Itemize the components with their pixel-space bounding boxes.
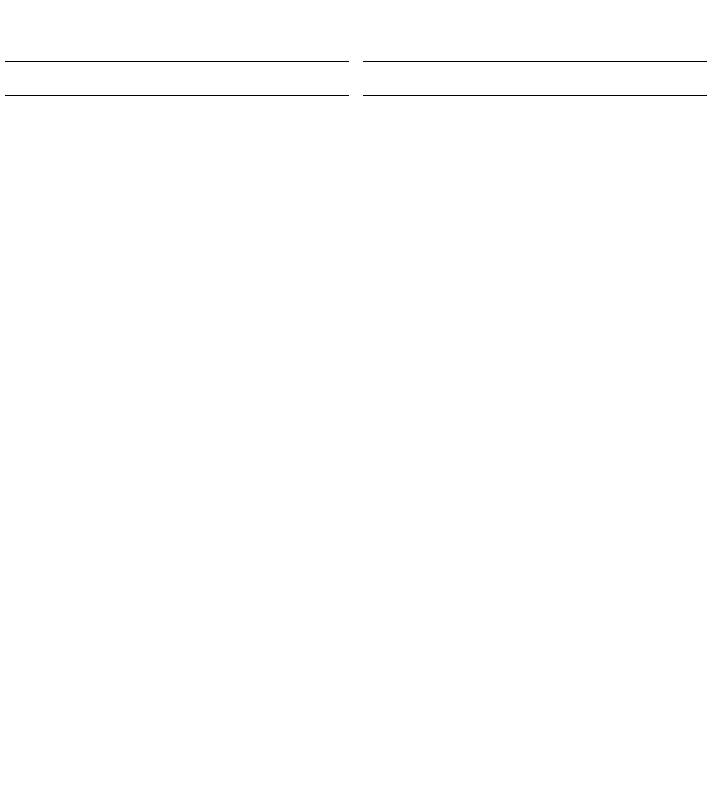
header-aff — [642, 64, 707, 95]
header-date — [156, 64, 212, 95]
right-column — [363, 64, 707, 96]
header-amende — [250, 64, 284, 95]
left-column — [5, 64, 349, 96]
left-top-rule — [5, 61, 349, 62]
header-peine — [570, 64, 608, 95]
right-top-rule — [363, 61, 707, 62]
header-amende — [608, 64, 642, 95]
header-peine — [212, 64, 250, 95]
header-contrevenant — [363, 64, 514, 95]
header-aff — [284, 64, 349, 95]
right-table-header — [363, 64, 707, 96]
header-contrevenant — [5, 64, 156, 95]
header-date — [514, 64, 570, 95]
left-table-header — [5, 64, 349, 96]
